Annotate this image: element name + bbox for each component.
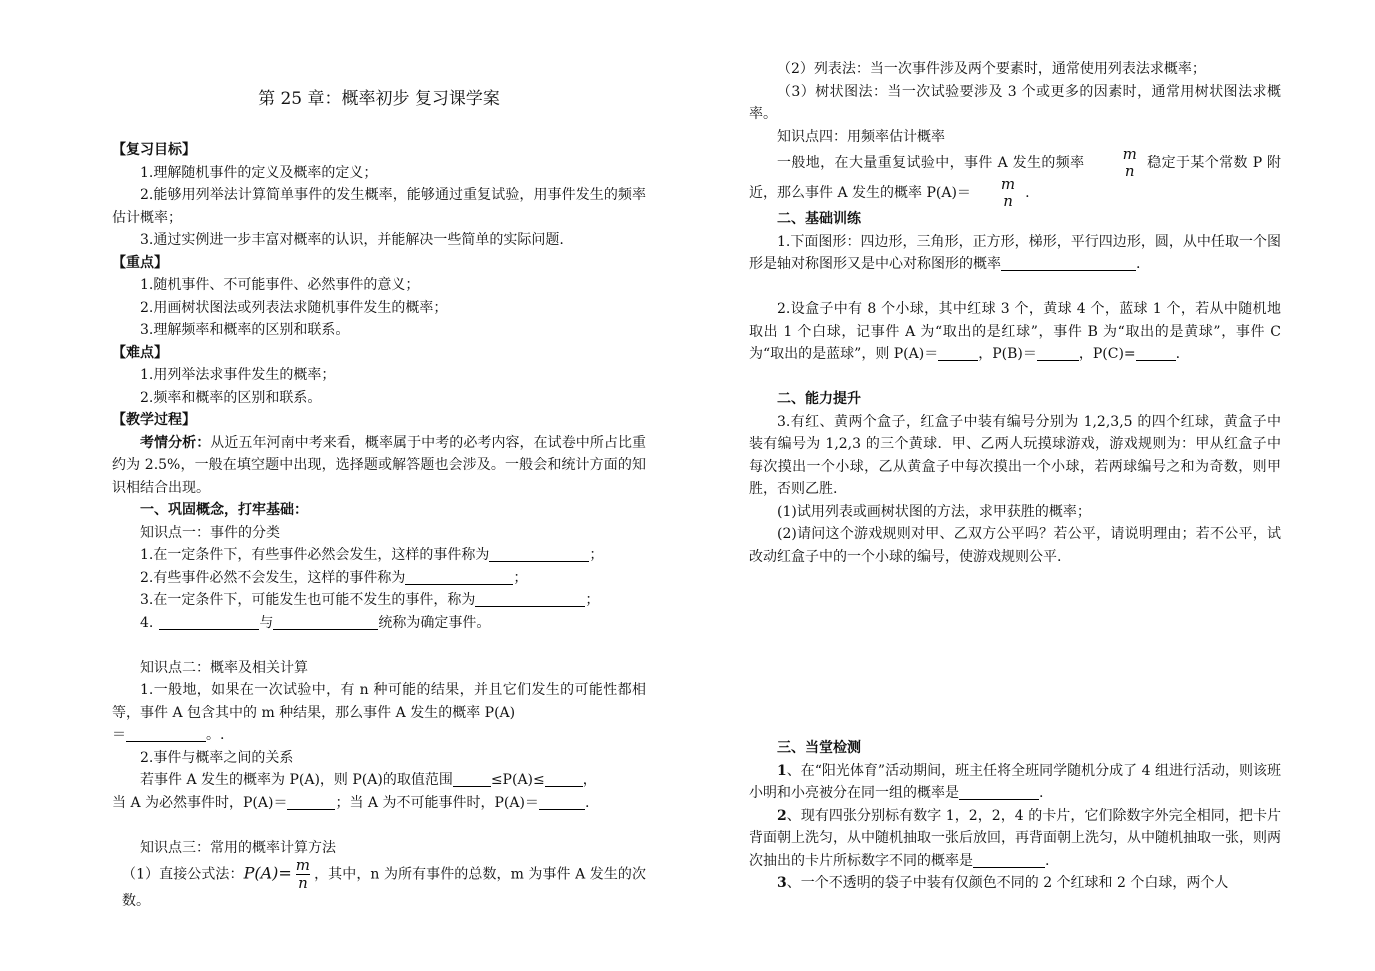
difficult-heading: 【难点】: [112, 344, 168, 361]
kp3-item-1-label: （1）直接公式法：: [122, 866, 244, 883]
question-1-end: .: [1136, 256, 1141, 272]
fraction-numerator: m: [1000, 175, 1016, 193]
kp2-heading: 知识点二：概率及相关计算: [140, 659, 308, 676]
kp4-end: .: [1025, 185, 1030, 201]
test-3: [749, 872, 1281, 895]
question-3: 3.有红、黄两个盒子，红盒子中装有编号分别为 1,2,3,5 的四个红球，黄盒子中装有编号为 1,2,3 的三个黄球．甲、乙两人玩摸球游戏，游戏规则为：甲从红盒子中每次摸出一个小球，乙从黄盒子中每次摸出一个小球，若两球编号之和为奇数，则甲胜，否则乙胜.: [749, 413, 1281, 497]
kp1-item-1-text: 1.在一定条件下，有些事件必然会发生，这样的事件称为: [140, 547, 490, 563]
answer-blank[interactable]: [1001, 255, 1136, 271]
kp2-item-1: [112, 679, 646, 724]
goal-item-3: 3.通过实例进一步丰富对概率的认识，并能解决一些简单的实际问题.: [140, 232, 564, 248]
fraction-denominator: n: [298, 874, 308, 892]
answer-blank[interactable]: [273, 614, 378, 630]
kp2-item-1-cont: [112, 724, 646, 747]
section-4-heading: 三、当堂检测: [777, 740, 861, 756]
kp2-item-2b-mid: ；当 A 为不可能事件时，P(A)＝: [335, 794, 539, 811]
spacer: [749, 276, 1281, 299]
key-item-1: 1.随机事件、不可能事件、必然事件的意义；: [140, 277, 420, 293]
kp1-item-3-text: 3.在一定条件下，可能发生也可能不发生的事件，称为: [140, 592, 476, 608]
kp2-item-2: 2.事件与概率之间的关系: [140, 749, 294, 766]
question-3-part-2: (2)请问这个游戏规则对甲、乙双方公平吗？若公平，请说明理由；若不公平，试改动红盒子中的一个小球的编号，使游戏规则公平.: [749, 526, 1281, 565]
answer-blank[interactable]: [453, 771, 491, 787]
goals-heading: 【复习目标】: [112, 142, 196, 158]
answer-blank[interactable]: [126, 726, 206, 742]
analysis-label: 考情分析：: [140, 434, 211, 451]
kp3-item-3: （3）树状图法：当一次试验要涉及 3 个或更多的因素时，通常用树状图法求概率。: [749, 83, 1281, 122]
kp2-item-2b: [112, 792, 646, 815]
kp2-eq: ＝: [112, 727, 126, 743]
answer-blank[interactable]: [1037, 345, 1079, 361]
answer-blank[interactable]: [973, 852, 1045, 868]
question-2: [749, 298, 1281, 366]
answer-blank[interactable]: [545, 771, 583, 787]
kp1-heading: 知识点一：事件的分类: [140, 524, 280, 541]
answer-blank[interactable]: [475, 591, 585, 607]
kp2-item-2a-text: 若事件 A 发生的概率为 P(A)，则 P(A)的取值范围: [140, 772, 453, 788]
answer-blank[interactable]: [959, 784, 1039, 800]
kp1-item-1: [112, 544, 646, 567]
fraction-numerator: m: [295, 856, 311, 874]
kp1-item-3: [112, 589, 646, 612]
process-heading: 【教学过程】: [112, 412, 196, 428]
fraction-m-over-n: [973, 175, 1016, 210]
kp2-item-2a-end: ，: [582, 772, 597, 788]
test-2-text: 、现有四张分别标有数字 1，2，2，4 的卡片，它们除数字外完全相同，把卡片背面朝上洗匀，从中随机抽取一张后放回，再背面朝上洗匀，从中随机抽取一张，则两次抽出的卡片所标数字不同的概率是: [749, 807, 1281, 869]
answer-blank[interactable]: [287, 794, 335, 810]
key-item-3: 3.理解频率和概率的区别和联系。: [140, 322, 350, 338]
kp4-paragraph: [749, 145, 1281, 210]
section-4: [749, 737, 1281, 895]
answer-blank[interactable]: [159, 614, 259, 630]
kp1-item-2: [112, 567, 646, 590]
fraction-numerator: m: [1122, 145, 1137, 163]
probability-formula: P(A)=: [243, 863, 292, 883]
kp1-item-4: [112, 612, 646, 635]
kp2-item-2b-text: 当 A 为必然事件时，P(A)＝: [112, 794, 288, 811]
question-2-end: .: [1175, 346, 1181, 362]
difficult-item-1: 1.用列举法求事件发生的概率；: [140, 367, 336, 383]
goal-item-2: 2.能够用列举法计算简单事件的发生概率，能够通过重复试验，用事件发生的频率估计概率；: [112, 187, 646, 226]
answer-blank[interactable]: [489, 546, 589, 562]
kp3-item-1-text: ，其中，n 为所有事件的总数，m 为事件 A 发生的次数。: [122, 866, 646, 909]
section-1-heading: 一、巩固概念，打牢基础：: [140, 502, 308, 518]
question-2-text: 2.设盒子中有 8 个小球，其中红球 3 个，黄球 4 个，蓝球 1 个，若从中随机地取出 1 个白球，记事件 A 为“取出的是红球”，事件 B 为“取出的是黄球”，事件 C 为“取出的是蓝球”，则 P(A)＝: [749, 301, 1281, 362]
test-1-number: 1: [777, 762, 787, 779]
question-2-b: ，P(B)＝: [978, 346, 1037, 362]
analysis-paragraph: [112, 432, 646, 500]
test-1-text: 、在“阳光体育”活动期间，班主任将全班同学随机分成了 4 组进行活动，则该班小明和小亮被分在同一组的概率是: [749, 762, 1281, 801]
analysis-text: 从近五年河南中考来看，概率属于中考的必考内容，在试卷中所占比重约为 2.5%，一般在填空题中出现，选择题或解答题也会涉及。一般会和统计方面的知识相结合出现。: [112, 434, 647, 496]
kp2-item-1-end: 。.: [206, 727, 225, 743]
test-2-number: 2: [777, 807, 787, 824]
test-2: [749, 805, 1281, 873]
kp1-item-4-end: 统称为确定事件。: [378, 614, 491, 631]
keys-heading: 【重点】: [112, 254, 168, 271]
answer-blank[interactable]: [938, 345, 978, 361]
key-item-2: 2.用画树状图法或列表法求随机事件发生的概率；: [140, 299, 448, 316]
test-3-text: 、一个不透明的袋子中装有仅颜色不同的 2 个红球和 2 个白球，两个人: [786, 875, 1229, 891]
page-title: 第 25 章：概率初步 复习课学案: [258, 89, 500, 109]
kp2-item-1-text: 1.一般地，如果在一次试验中，有 n 种可能的结果，并且它们发生的可能性都相等，事件 A 包含其中的 m 种结果，那么事件 A 发生的概率 P(A): [112, 682, 646, 721]
kp1-item-2-end: ；: [513, 569, 528, 586]
question-3-part-1: (1)试用列表或画树状图的方法，求甲获胜的概率；: [777, 503, 1091, 520]
answer-blank[interactable]: [539, 794, 585, 810]
test-1-end: .: [1039, 785, 1044, 801]
goal-item-1: 1.理解随机事件的定义及概率的定义；: [140, 164, 378, 181]
section-2-heading: 二、基础训练: [777, 211, 861, 227]
kp2-item-2a: [112, 769, 646, 792]
kp2-item-2b-end: .: [584, 794, 590, 811]
answer-blank[interactable]: [1136, 345, 1176, 361]
kp1-item-3-end: ；: [585, 592, 600, 608]
kp1-item-4-mid: 与: [259, 614, 274, 631]
kp4-heading: 知识点四：用频率估计概率: [777, 128, 945, 145]
kp3-item-2: （2）列表法：当一次事件涉及两个要素时，通常使用列表法求概率；: [777, 61, 1206, 77]
question-1-text: 1.下面图形：四边形，三角形，正方形，梯形，平行四边形，圆，从中任取一个图形是轴对称图形又是中心对称图形的概率: [749, 233, 1281, 272]
left-body: [112, 139, 646, 913]
kp1-item-2-text: 2.有些事件必然不会发生，这样的事件称为: [140, 569, 406, 586]
test-3-number: 3: [777, 875, 787, 891]
fraction-denominator: n: [1003, 192, 1013, 210]
kp3-heading: 知识点三：常用的概率计算方法: [140, 839, 336, 856]
spacer: [112, 634, 646, 657]
kp4-text-a: 一般地，在大量重复试验中，事件 A 发生的频率: [777, 155, 1085, 171]
fraction-m-over-n: [1095, 145, 1137, 180]
question-2-c: ，P(C)=: [1078, 346, 1136, 362]
kp1-item-1-end: ；: [589, 547, 604, 563]
spacer: [112, 814, 646, 837]
right-body: [749, 58, 1281, 568]
difficult-item-2: 2.频率和概率的区别和联系。: [140, 389, 322, 406]
section-3-heading: 二、能力提升: [777, 391, 861, 407]
kp3-item-1: [112, 856, 646, 913]
kp2-item-2a-mid: ≤P(A)≤: [490, 772, 545, 788]
kp4-text-b: 稳定于某个常数 P 附近，那么事件 A 发生的概率 P(A)＝: [749, 155, 1281, 201]
fraction-m-over-n: [295, 856, 311, 892]
test-1: [749, 760, 1281, 805]
answer-blank[interactable]: [405, 569, 513, 585]
kp1-item-4-prefix: 4.: [140, 614, 154, 631]
question-1: [749, 231, 1281, 276]
fraction-denominator: n: [1124, 162, 1135, 180]
test-2-end: .: [1045, 852, 1050, 869]
spacer: [749, 366, 1281, 389]
